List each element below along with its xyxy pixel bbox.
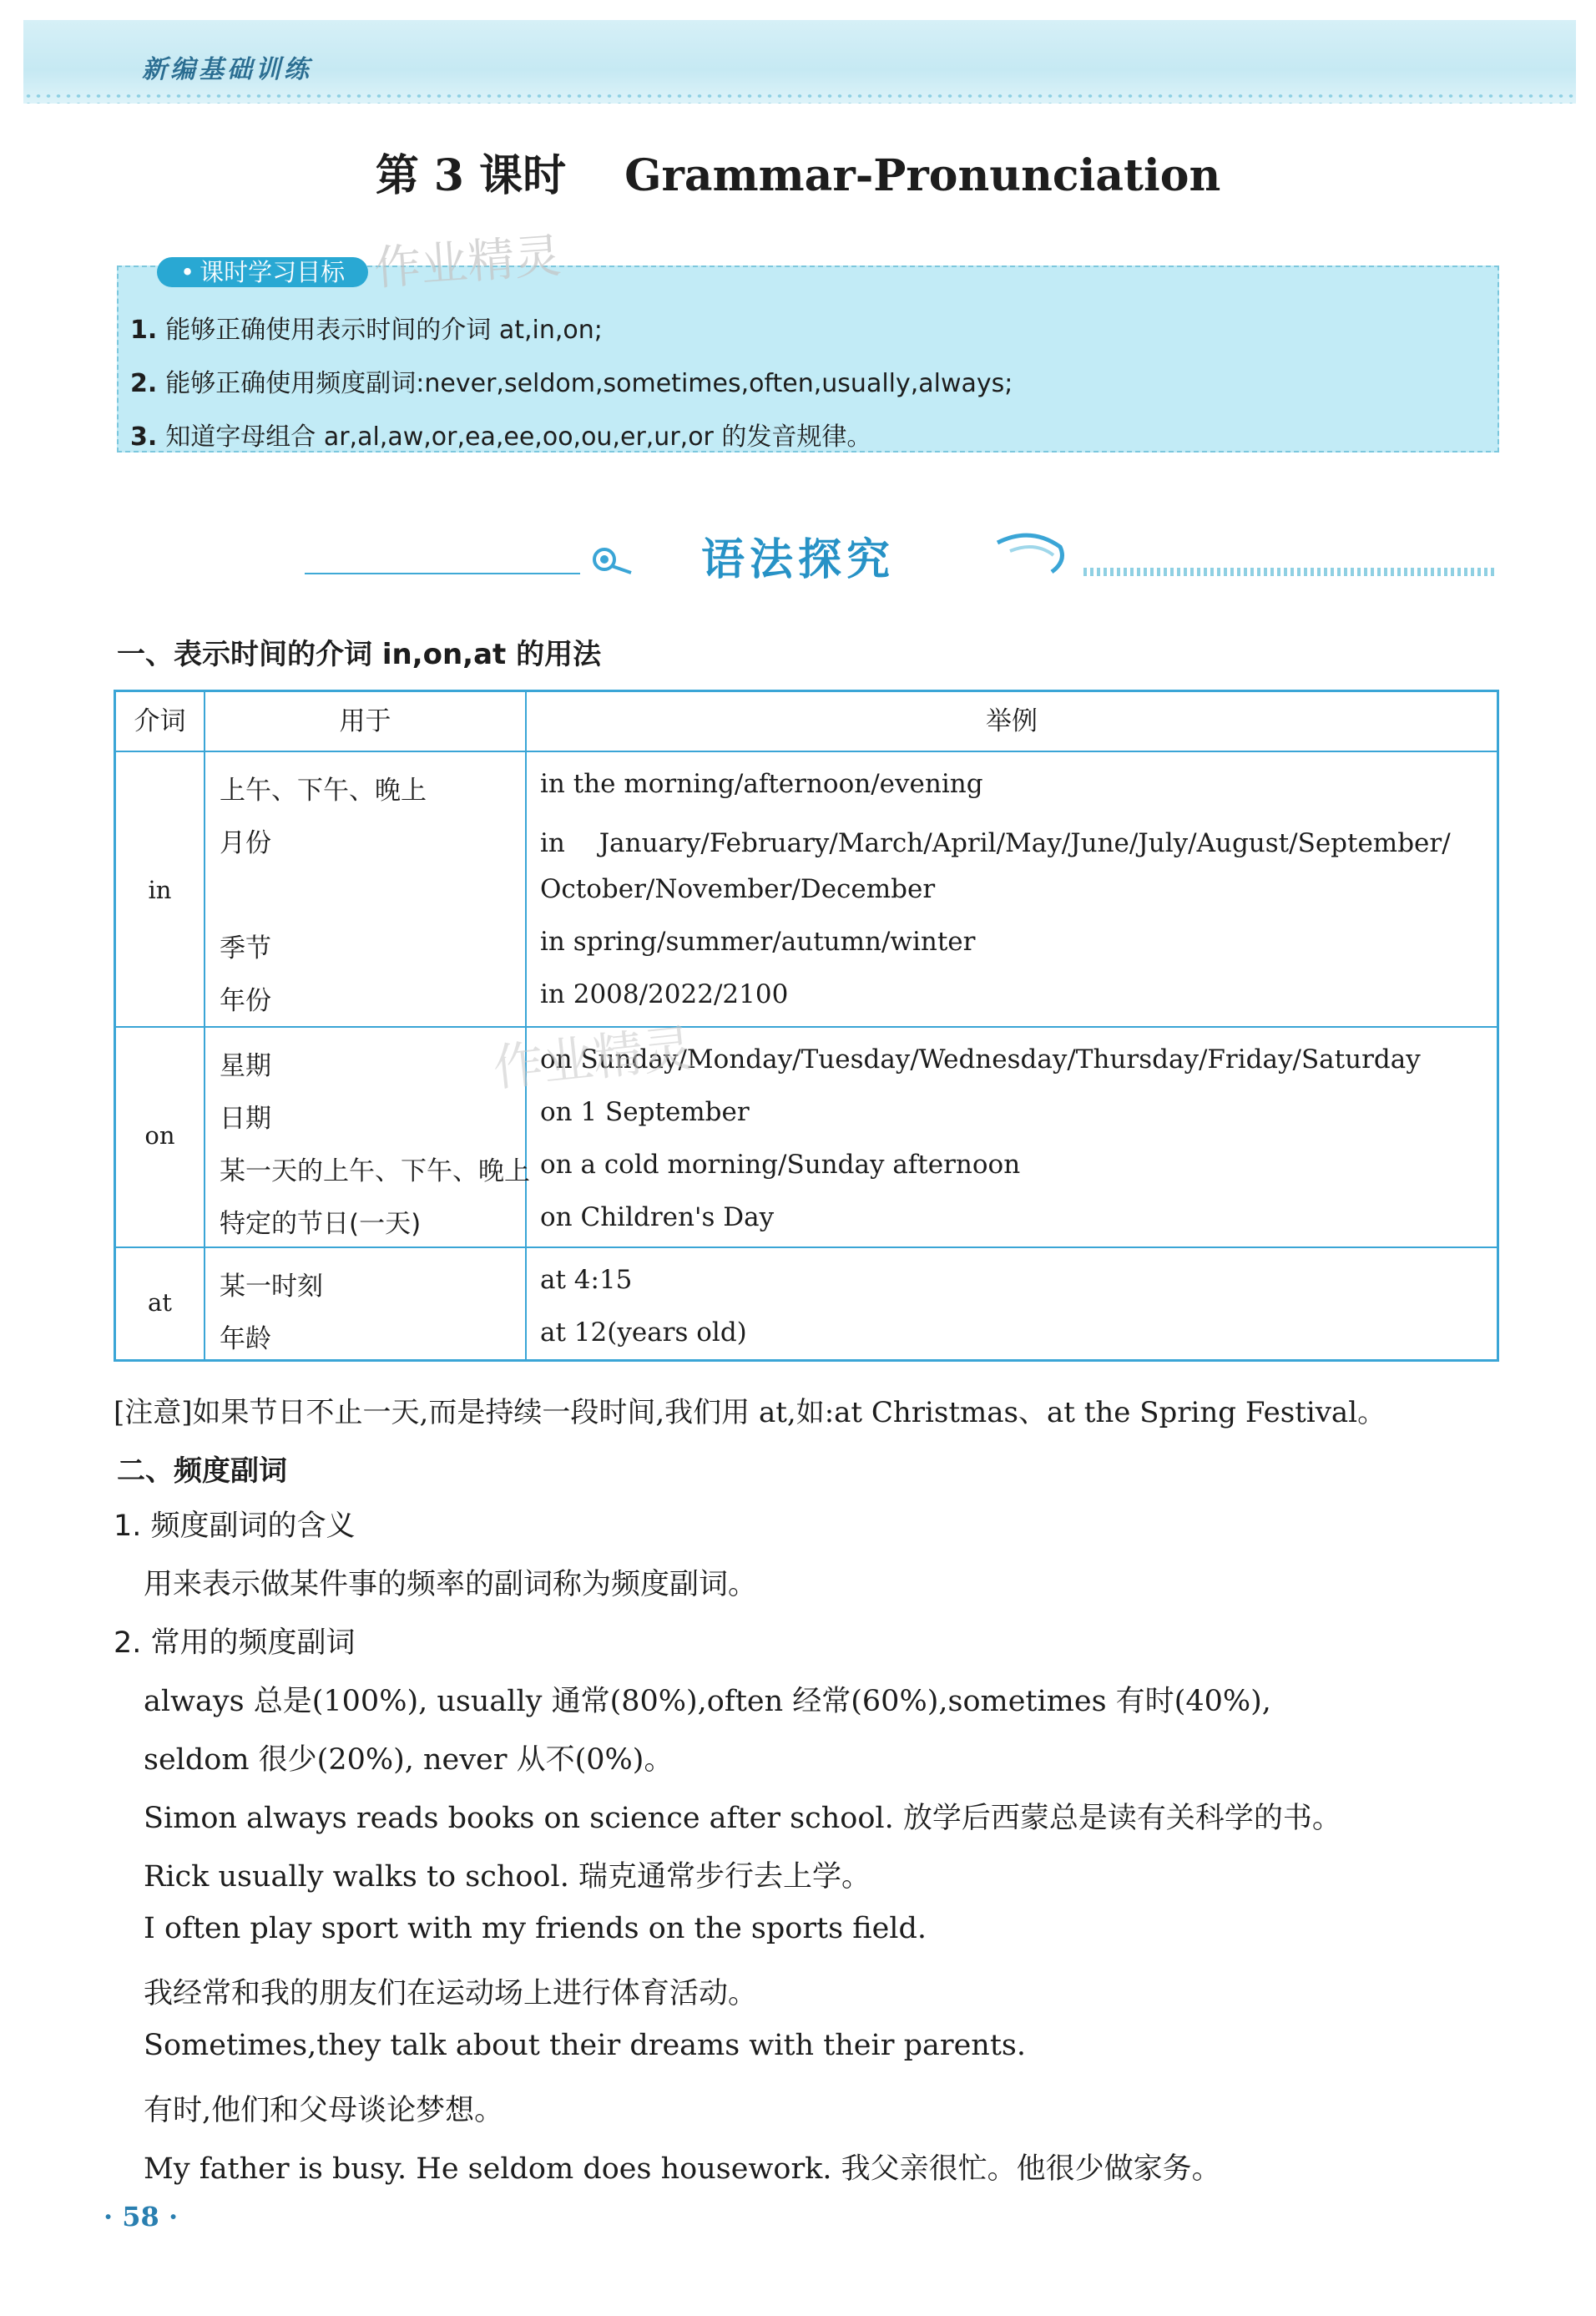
example-cell: at 12(years old) xyxy=(540,1317,747,1348)
example-cell: October/November/December xyxy=(540,874,936,904)
preposition-table xyxy=(114,690,1499,1362)
section-divider-right xyxy=(1083,568,1497,576)
lesson-number: 第 3 课时 xyxy=(375,150,567,201)
header-use: 用于 xyxy=(339,706,391,736)
use-cell: 某一天的上午、下午、晚上 xyxy=(220,1156,530,1186)
section-title: 语法探究 xyxy=(701,535,896,585)
use-cell: 季节 xyxy=(220,933,271,963)
lesson-name: Grammar-Pronunciation xyxy=(624,150,1221,201)
text-line: 我经常和我的朋友们在运动场上进行体育活动。 xyxy=(144,1977,758,2010)
text-line: Rick usually walks to school. 瑞克通常步行去上学。 xyxy=(144,1860,871,1894)
example-cell: in 2008/2022/2100 xyxy=(540,979,789,1009)
header-example: 举例 xyxy=(986,706,1038,736)
text-line: seldom 很少(20%), never 从不(0%)。 xyxy=(144,1743,674,1777)
use-cell: 星期 xyxy=(220,1051,271,1081)
page-number: · 58 · xyxy=(104,2201,179,2233)
subheading: 1. 频度副词的含义 xyxy=(114,1509,356,1543)
lesson-title xyxy=(0,140,1596,203)
example-cell: at 4:15 xyxy=(540,1265,633,1295)
example-cell: in the morning/afternoon/evening xyxy=(540,769,983,799)
goals-tag: • 课时学习目标 xyxy=(157,257,368,287)
swirl-icon xyxy=(993,526,1068,576)
text-line: 有时,他们和父母谈论梦想。 xyxy=(144,2094,504,2127)
example-cell: on Sunday/Monday/Tuesday/Wednesday/Thursday/Friday/Saturday xyxy=(540,1044,1421,1075)
note: [注意]如果节日不止一天,而是持续一段时间,我们用 at,如:at Christmas、at the Spring Festival。 xyxy=(114,1396,1386,1429)
prep-on: on xyxy=(144,1121,175,1150)
definition: 用来表示做某件事的频率的副词称为频度副词。 xyxy=(144,1568,758,1601)
prep-in: in xyxy=(148,876,172,904)
example-cell: in spring/summer/autumn/winter xyxy=(540,927,976,957)
header-prep: 介词 xyxy=(134,706,186,736)
part2-heading: 二、频度副词 xyxy=(117,1454,287,1488)
use-cell: 上午、下午、晚上 xyxy=(220,776,427,806)
use-cell: 年份 xyxy=(220,986,271,1016)
section-divider-left xyxy=(305,573,580,574)
use-cell: 某一时刻 xyxy=(220,1272,323,1302)
magnifier-icon xyxy=(584,541,634,578)
part1-heading: 一、表示时间的介词 in,on,at 的用法 xyxy=(117,638,602,671)
example-cell: in January/February/March/April/May/June/July/August/September/ xyxy=(540,828,1451,858)
use-cell: 日期 xyxy=(220,1104,271,1134)
example-cell: on a cold morning/Sunday afternoon xyxy=(540,1150,1021,1180)
goal-item: 2. 能够正确使用频度副词:never,seldom,sometimes,often,usually,always; xyxy=(130,369,1013,398)
text-line: I often play sport with my friends on the sports field. xyxy=(144,1912,927,1945)
use-cell: 年龄 xyxy=(220,1324,271,1354)
prep-at: at xyxy=(148,1288,172,1317)
example-cell: on 1 September xyxy=(540,1097,750,1127)
watermark: 作业精灵 xyxy=(490,1019,696,1099)
goal-item: 1. 能够正确使用表示时间的介词 at,in,on; xyxy=(130,316,603,345)
use-cell: 特定的节日(一天) xyxy=(220,1209,422,1239)
text-line: Simon always reads books on science after school. 放学后西蒙总是读有关科学的书。 xyxy=(144,1802,1341,1835)
subheading: 2. 常用的频度副词 xyxy=(114,1626,356,1660)
use-cell: 月份 xyxy=(220,828,271,858)
example-cell: on Children's Day xyxy=(540,1202,775,1232)
watermark: 作业精灵 xyxy=(372,229,563,296)
goal-item: 3. 知道字母组合 ar,al,aw,or,ea,ee,oo,ou,er,ur,or 的发音规律。 xyxy=(130,422,872,452)
text-line: My father is busy. He seldom does housework. 我父亲很忙。他很少做家务。 xyxy=(144,2152,1221,2186)
book-name: 新编基础训练 xyxy=(142,55,312,84)
text-line: always 总是(100%), usually 通常(80%),often 经常(60%),sometimes 有时(40%), xyxy=(144,1685,1271,1718)
text-line: Sometimes,they talk about their dreams with their parents. xyxy=(144,2029,1026,2062)
